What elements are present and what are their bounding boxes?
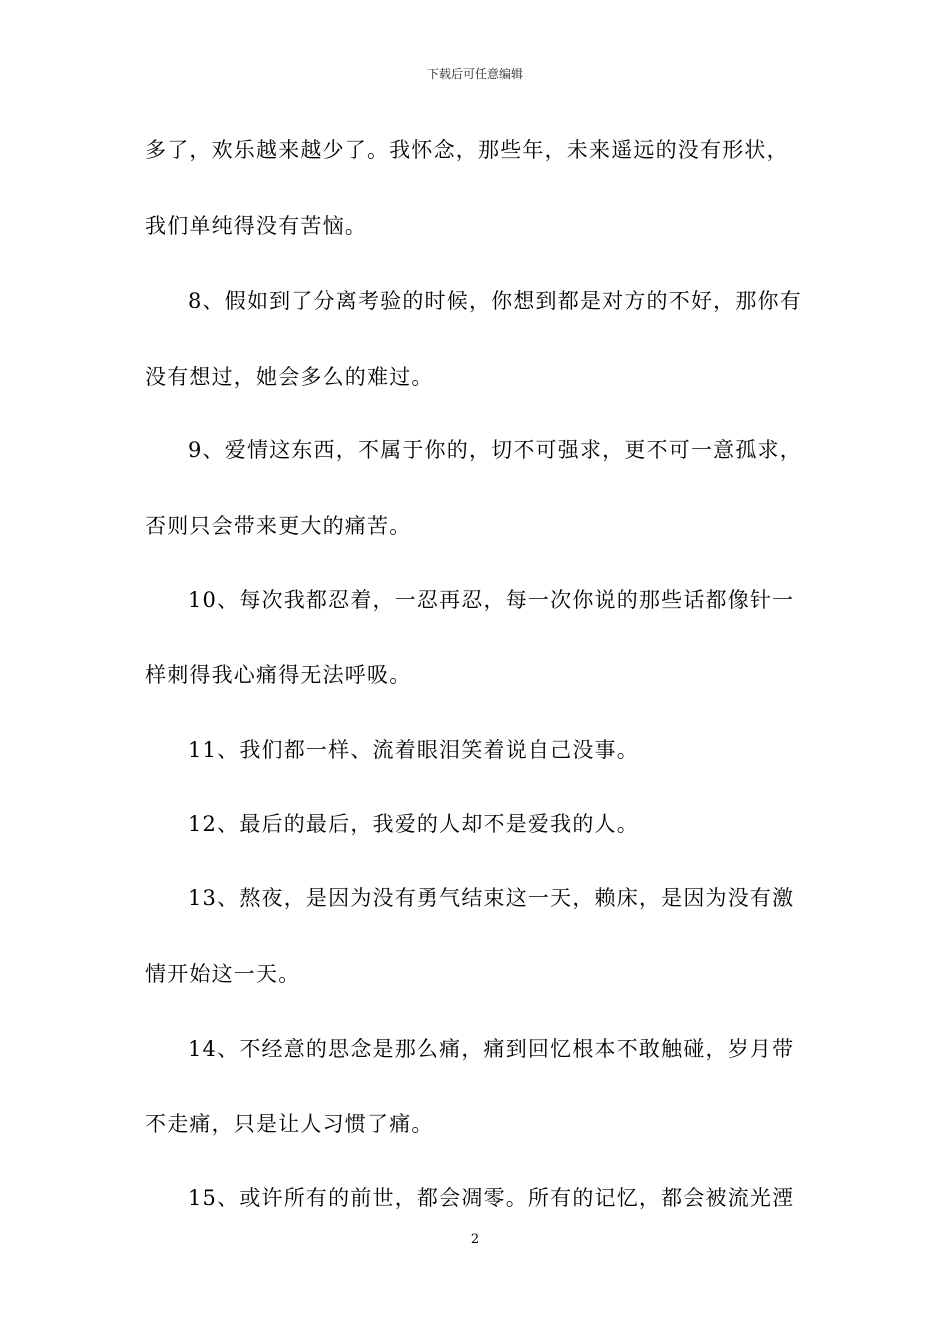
text-line: 10、每次我都忍着，一忍再忍，每一次你说的那些话都像针一: [188, 588, 795, 612]
text-line: 8、假如到了分离考验的时候，你想到都是对方的不好，那你有: [188, 289, 802, 313]
text-line: 14、不经意的思念是那么痛，痛到回忆根本不敢触碰，岁月带: [188, 1037, 795, 1061]
text-line: 11、我们都一样、流着眼泪笑着说自己没事。: [188, 738, 639, 762]
text-line: 多了，欢乐越来越少了。我怀念，那些年，未来遥远的没有形状，: [145, 138, 789, 162]
text-line: 9、爱情这东西，不属于你的，切不可强求，更不可一意孤求，: [188, 438, 802, 462]
page-number: 2: [470, 1232, 480, 1247]
text-line: 我们单纯得没有苦恼。: [145, 214, 367, 238]
text-line: 不走痛，只是让人习惯了痛。: [145, 1112, 434, 1136]
page-header: 下载后可任意编辑: [426, 67, 523, 81]
text-line: 15、或许所有的前世，都会凋零。所有的记忆，都会被流光湮: [188, 1186, 795, 1210]
text-line: 情开始这一天。: [145, 962, 301, 986]
text-line: 否则只会带来更大的痛苦。: [145, 514, 412, 538]
text-line: 13、熬夜，是因为没有勇气结束这一天，赖床，是因为没有激: [188, 886, 795, 910]
text-line: 12、最后的最后，我爱的人却不是爱我的人。: [188, 812, 639, 836]
text-line: 没有想过，她会多么的难过。: [145, 365, 434, 389]
text-line: 样刺得我心痛得无法呼吸。: [145, 663, 412, 687]
